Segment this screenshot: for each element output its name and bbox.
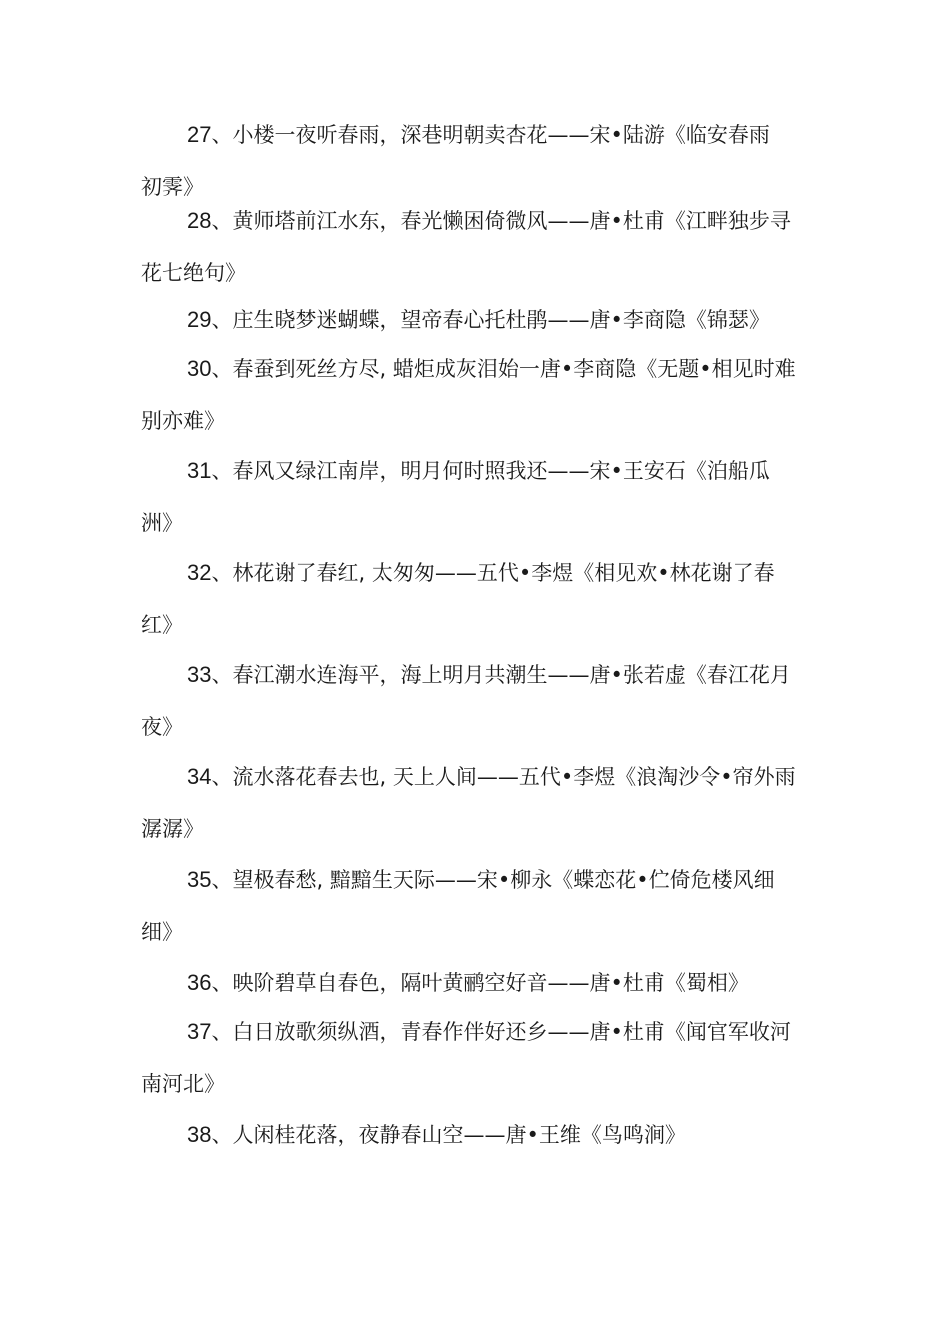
entry-continuation: 南河北》 (141, 1072, 225, 1096)
poem-entry-31 (141, 453, 806, 541)
entry-number: 37 (187, 1019, 212, 1044)
entry-number: 28 (187, 208, 212, 233)
poem-entry-27 (141, 117, 806, 205)
entry-number: 35 (187, 867, 212, 892)
entry-text: 、春风又绿江南岸，明月何时照我还——宋•王安石《泊船瓜 (211, 459, 770, 483)
entry-text: 、流水落花春去也, 天上人间——五代•李煜《浪淘沙令•帘外雨 (211, 765, 796, 789)
entry-number: 36 (187, 970, 212, 995)
entry-number: 29 (187, 307, 212, 332)
poem-entry-28 (141, 203, 806, 291)
entry-number: 33 (187, 662, 212, 687)
poem-entry-34 (141, 759, 806, 847)
entry-text: 、春蚕到死丝方尽, 蜡炬成灰泪始一唐•李商隐《无题•相见时难 (211, 357, 796, 381)
entry-continuation: 初霁》 (141, 175, 204, 199)
entry-text: 、白日放歌须纵酒，青春作伴好还乡——唐•杜甫《闻官军收河 (211, 1020, 791, 1044)
entry-text: 、春江潮水连海平，海上明月共潮生——唐•张若虚《春江花月 (211, 663, 791, 687)
entry-text: 、小楼一夜听春雨，深巷明朝卖杏花——宋•陆游《临安春雨 (211, 123, 770, 147)
poem-entry-37 (141, 1014, 806, 1102)
entry-number: 32 (187, 560, 212, 585)
poem-entry-36 (141, 965, 806, 1001)
entry-number: 34 (187, 764, 212, 789)
entry-text: 、庄生晓梦迷蝴蝶，望帝春心托杜鹃——唐•李商隐《锦瑟》 (211, 308, 770, 332)
entry-continuation: 红》 (141, 613, 183, 637)
entry-continuation: 细》 (141, 920, 183, 944)
entry-number: 31 (187, 458, 212, 483)
entry-continuation: 洲》 (141, 511, 183, 535)
entry-text: 、林花谢了春红, 太匆匆——五代•李煜《相见欢•林花谢了春 (211, 561, 775, 585)
poem-entry-29 (141, 302, 806, 338)
entry-text: 、望极春愁, 黯黯生天际——宋•柳永《蝶恋花•伫倚危楼风细 (211, 868, 775, 892)
entry-continuation: 夜》 (141, 715, 183, 739)
entry-continuation: 花七绝句》 (141, 261, 246, 285)
poem-entry-38 (141, 1117, 806, 1153)
entry-number: 38 (187, 1122, 212, 1147)
poem-entry-33 (141, 657, 806, 745)
entry-text: 、人闲桂花落，夜静春山空——唐•王维《鸟鸣涧》 (211, 1123, 686, 1147)
poem-entry-35 (141, 862, 806, 950)
poem-entry-32 (141, 555, 806, 643)
entry-text: 、黄师塔前江水东，春光懒困倚微风——唐•杜甫《江畔独步寻 (211, 209, 791, 233)
entry-number: 27 (187, 122, 212, 147)
entry-continuation: 潺潺》 (141, 817, 204, 841)
entry-text: 、映阶碧草自春色，隔叶黄鹂空好音——唐•杜甫《蜀相》 (211, 971, 749, 995)
entry-number: 30 (187, 356, 212, 381)
poem-entry-30 (141, 351, 806, 439)
entry-continuation: 别亦难》 (141, 409, 225, 433)
